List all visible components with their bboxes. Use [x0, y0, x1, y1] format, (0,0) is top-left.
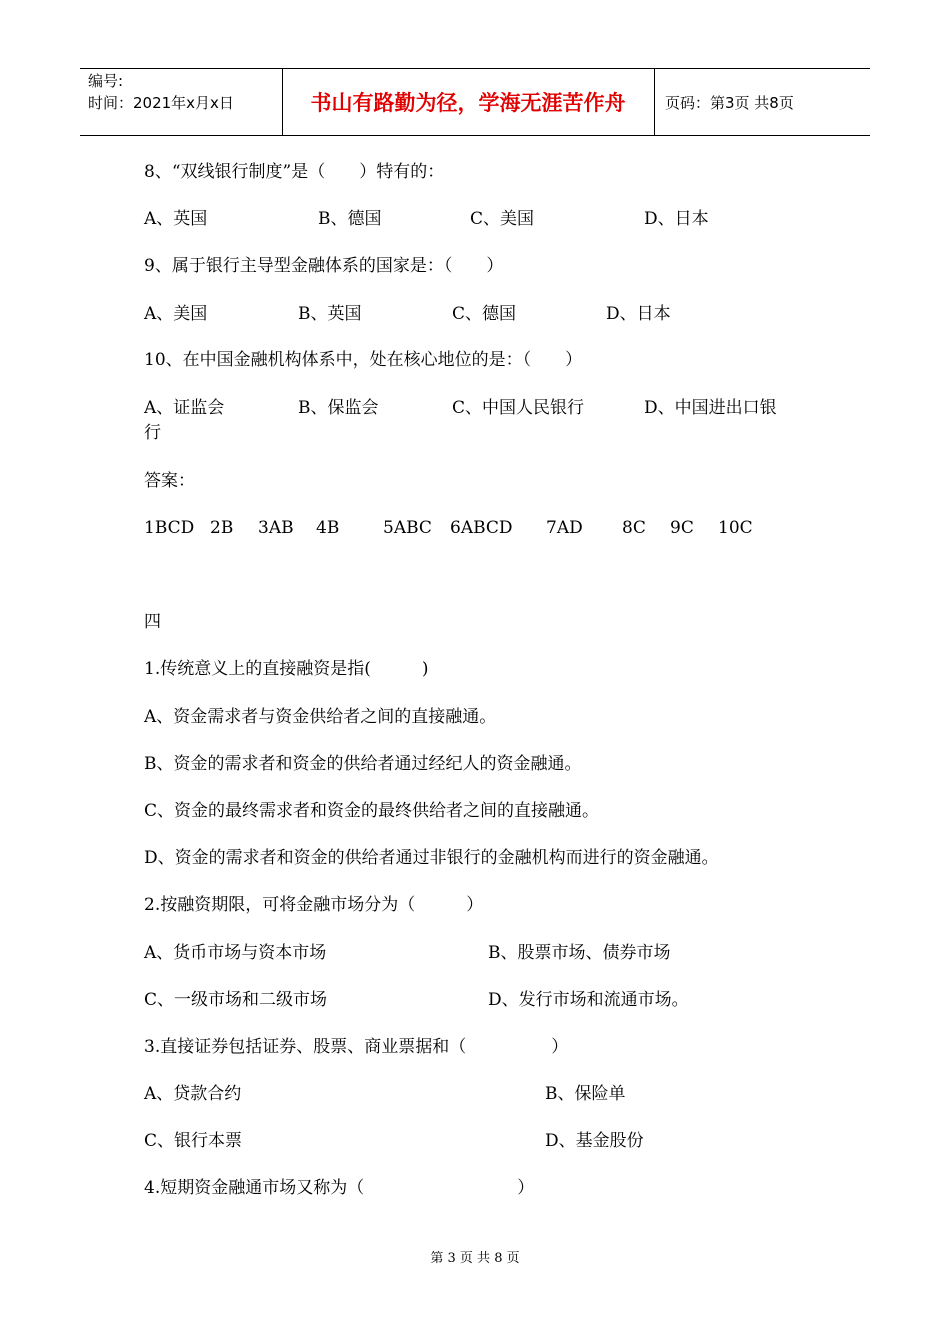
header-meta — [88, 70, 234, 114]
s4q1-option-a: A、资金需求者与资金供给者之间的直接融通。 — [144, 707, 497, 727]
answers-label: 答案： — [144, 471, 195, 491]
answer-8: 8C — [622, 518, 646, 538]
s4q3-option-c: C、银行本票 — [144, 1131, 243, 1151]
s4q1-option-b: B、资金的需求者和资金的供给者通过经纪人的资金融通。 — [144, 754, 582, 774]
answer-3: 3AB — [258, 518, 294, 538]
s4q3-option-a: A、贷款合约 — [144, 1084, 242, 1104]
s4q1-option-c: C、资金的最终需求者和资金的最终供给者之间的直接融通。 — [144, 801, 600, 821]
answer-4: 4B — [316, 518, 340, 538]
q10-option-d-wrap: 行 — [144, 423, 161, 443]
answer-9: 9C — [670, 518, 694, 538]
q9-option-a: A、美国 — [144, 304, 208, 324]
q9-option-c: C、德国 — [452, 304, 517, 324]
q9-option-b: B、英国 — [298, 304, 362, 324]
time-label: 时间：2021年x月x日 — [88, 94, 234, 112]
s4q2-option-c: C、一级市场和二级市场 — [144, 990, 328, 1010]
header-divider — [654, 68, 655, 136]
s4-question-3: 3.直接证券包括证券、股票、商业票据和（ ） — [144, 1037, 569, 1057]
s4q2-option-d: D、发行市场和流通市场。 — [488, 990, 689, 1010]
s4q1-option-d: D、资金的需求者和资金的供给者通过非银行的金融机构而进行的资金融通。 — [144, 848, 719, 868]
q10-option-d: D、中国进出口银 — [644, 398, 777, 418]
number-label: 编号: — [88, 72, 124, 90]
s4q2-option-a: A、货币市场与资本市场 — [144, 943, 327, 963]
s4-question-2: 2.按融资期限，可将金融市场分为（ ） — [144, 895, 484, 915]
q10-option-c: C、中国人民银行 — [452, 398, 585, 418]
answer-10: 10C — [718, 518, 753, 538]
s4q3-option-d: D、基金股份 — [545, 1131, 644, 1151]
motto: 书山有路勤为径，学海无涯苦作舟 — [310, 91, 626, 115]
q8-option-d: D、日本 — [644, 209, 709, 229]
s4-question-1: 1.传统意义上的直接融资是指( ) — [144, 659, 429, 679]
section-heading: 四 — [144, 612, 161, 632]
s4-question-4: 4.短期资金融通市场又称为（ ） — [144, 1178, 535, 1198]
answer-6: 6ABCD — [450, 518, 513, 538]
page-info: 页码：第3页 共8页 — [665, 93, 794, 112]
q9-option-d: D、日本 — [606, 304, 671, 324]
page-footer: 第 3 页 共 8 页 — [430, 1251, 520, 1266]
page-header — [80, 68, 870, 136]
answer-5: 5ABC — [383, 518, 432, 538]
q8-option-c: C、美国 — [470, 209, 535, 229]
question-9: 9、属于银行主导型金融体系的国家是：（ ） — [144, 256, 504, 276]
s4q2-option-b: B、股票市场、债券市场 — [488, 943, 671, 963]
q8-option-b: B、德国 — [318, 209, 382, 229]
answer-2: 2B — [210, 518, 234, 538]
question-8: 8、“双线银行制度”是（ ）特有的： — [144, 162, 445, 182]
question-10: 10、在中国金融机构体系中，处在核心地位的是：（ ） — [144, 350, 583, 370]
answer-1: 1BCD — [144, 518, 195, 538]
q8-option-a: A、英国 — [144, 209, 208, 229]
q10-option-a: A、证监会 — [144, 398, 225, 418]
answer-7: 7AD — [546, 518, 583, 538]
q10-option-b: B、保监会 — [298, 398, 379, 418]
s4q3-option-b: B、保险单 — [545, 1084, 626, 1104]
